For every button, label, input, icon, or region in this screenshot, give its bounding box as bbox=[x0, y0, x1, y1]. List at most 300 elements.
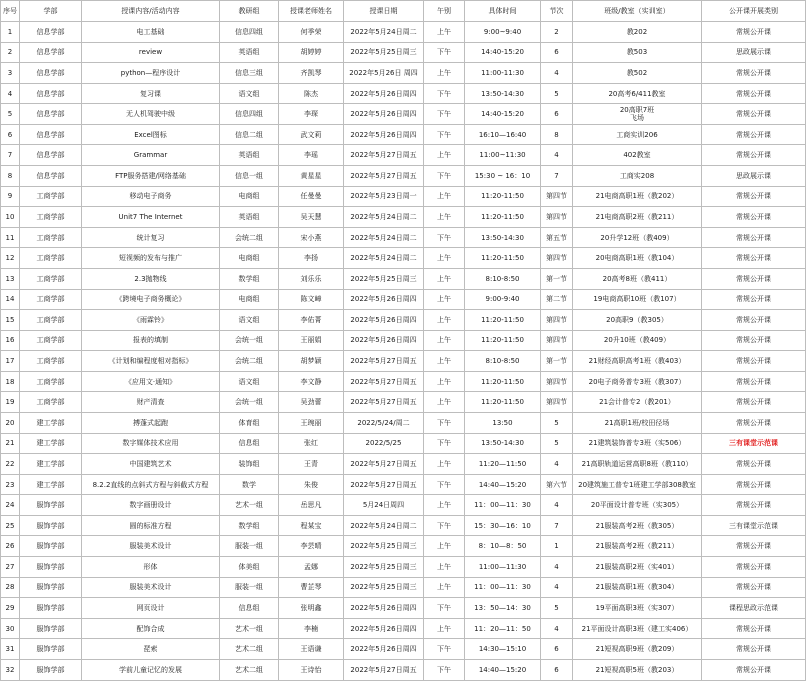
department-cell: 信息学部 bbox=[20, 22, 82, 43]
teaching-group-cell: 会统一组 bbox=[220, 330, 279, 351]
teaching-group-cell: 英语组 bbox=[220, 42, 279, 63]
table-row bbox=[1, 83, 806, 104]
date-cell: 2022年5月25日周三 bbox=[344, 557, 424, 578]
row-index-cell: 28 bbox=[1, 577, 20, 598]
class-room-cell: 20升学12班（教409） bbox=[573, 227, 702, 248]
table-row bbox=[1, 268, 806, 289]
period-cell: 下午 bbox=[424, 83, 465, 104]
col-content-header: 授课内容/活动内容 bbox=[82, 1, 220, 22]
row-index-cell: 22 bbox=[1, 454, 20, 475]
class-room-cell: 20平面设计普专班（实305） bbox=[573, 495, 702, 516]
period-cell: 下午 bbox=[424, 515, 465, 536]
content-cell: 《应用文·通知》 bbox=[82, 371, 220, 392]
section-cell: 4 bbox=[541, 618, 573, 639]
section-cell: 4 bbox=[541, 454, 573, 475]
department-cell: 工商学部 bbox=[20, 392, 82, 413]
teaching-group-cell: 艺术一组 bbox=[220, 495, 279, 516]
row-index-cell: 11 bbox=[1, 227, 20, 248]
section-cell: 6 bbox=[541, 659, 573, 680]
department-cell: 服饰学部 bbox=[20, 639, 82, 660]
section-cell: 4 bbox=[541, 577, 573, 598]
table-row bbox=[1, 598, 806, 619]
table-row bbox=[1, 22, 806, 43]
row-index-cell: 20 bbox=[1, 412, 20, 433]
department-cell: 信息学部 bbox=[20, 104, 82, 125]
date-cell: 2022年5月24日周二 bbox=[344, 248, 424, 269]
date-cell: 2022年5月26日周四 bbox=[344, 104, 424, 125]
teaching-group-cell: 电商组 bbox=[220, 248, 279, 269]
content-cell: FTP服务搭建/网络基础 bbox=[82, 166, 220, 187]
date-cell: 2022年5月26日周四 bbox=[344, 124, 424, 145]
period-cell: 上午 bbox=[424, 351, 465, 372]
teacher-name-cell: 吴劲蕾 bbox=[279, 392, 344, 413]
department-cell: 建工学部 bbox=[20, 474, 82, 495]
col-index-header: 序号 bbox=[1, 1, 20, 22]
category-cell: 常规公开课 bbox=[702, 392, 806, 413]
teacher-name-cell: 黄星星 bbox=[279, 166, 344, 187]
teacher-name-cell: 李琛 bbox=[279, 104, 344, 125]
section-cell: 第五节 bbox=[541, 227, 573, 248]
date-cell: 2022年5月25日周三 bbox=[344, 42, 424, 63]
row-index-cell: 7 bbox=[1, 145, 20, 166]
row-index-cell: 6 bbox=[1, 124, 20, 145]
teaching-group-cell: 装饰组 bbox=[220, 454, 279, 475]
row-index-cell: 10 bbox=[1, 207, 20, 228]
section-cell: 7 bbox=[541, 166, 573, 187]
row-index-cell: 16 bbox=[1, 330, 20, 351]
class-room-cell: 教202 bbox=[573, 22, 702, 43]
period-cell: 下午 bbox=[424, 433, 465, 454]
date-cell: 2022年5月27日周五 bbox=[344, 371, 424, 392]
date-cell: 2022年5月23日周一 bbox=[344, 186, 424, 207]
teacher-name-cell: 李楠 bbox=[279, 618, 344, 639]
teaching-group-cell: 艺术二组 bbox=[220, 659, 279, 680]
period-cell: 上午 bbox=[424, 392, 465, 413]
teaching-group-cell: 信息二组 bbox=[220, 124, 279, 145]
teaching-group-cell: 语文组 bbox=[220, 310, 279, 331]
period-cell: 下午 bbox=[424, 42, 465, 63]
date-cell: 2022年5月26日周四 bbox=[344, 618, 424, 639]
content-cell: 服装美术设计 bbox=[82, 536, 220, 557]
department-cell: 建工学部 bbox=[20, 412, 82, 433]
teacher-name-cell: 李文静 bbox=[279, 371, 344, 392]
class-room-cell: 21平面设计高职3班（建工实406） bbox=[573, 618, 702, 639]
table-row bbox=[1, 207, 806, 228]
time-cell: 15:30 ~ 16：10 bbox=[465, 166, 541, 187]
table-row bbox=[1, 515, 806, 536]
period-cell: 下午 bbox=[424, 639, 465, 660]
table-row bbox=[1, 371, 806, 392]
teaching-group-cell: 数学组 bbox=[220, 515, 279, 536]
date-cell: 2022年5月27日周五 bbox=[344, 454, 424, 475]
col-class-header: 班级/教室（实训室） bbox=[573, 1, 702, 22]
time-cell: 14:40-15:20 bbox=[465, 104, 541, 125]
class-room-cell: 工商实208 bbox=[573, 166, 702, 187]
teaching-group-cell: 英语组 bbox=[220, 145, 279, 166]
col-teacher-header: 授课老师姓名 bbox=[279, 1, 344, 22]
table-row bbox=[1, 124, 806, 145]
class-room-cell: 20升10班（教409） bbox=[573, 330, 702, 351]
date-cell: 2022/5/25 bbox=[344, 433, 424, 454]
class-room-cell: 20电商高职1班（教104） bbox=[573, 248, 702, 269]
teacher-name-cell: 程某宝 bbox=[279, 515, 344, 536]
category-cell: 常规公开课 bbox=[702, 227, 806, 248]
row-index-cell: 1 bbox=[1, 22, 20, 43]
content-cell: Grammar bbox=[82, 145, 220, 166]
section-cell: 第一节 bbox=[541, 268, 573, 289]
department-cell: 信息学部 bbox=[20, 83, 82, 104]
content-cell: 报表的填制 bbox=[82, 330, 220, 351]
teacher-name-cell: 陈文嶂 bbox=[279, 289, 344, 310]
row-index-cell: 32 bbox=[1, 659, 20, 680]
period-cell: 上午 bbox=[424, 495, 465, 516]
content-cell: 配饰合成 bbox=[82, 618, 220, 639]
period-cell: 上午 bbox=[424, 268, 465, 289]
time-cell: 11:20-11:50 bbox=[465, 207, 541, 228]
category-cell: 常规公开课 bbox=[702, 310, 806, 331]
col-time-header: 具体时间 bbox=[465, 1, 541, 22]
period-cell: 上午 bbox=[424, 310, 465, 331]
department-cell: 工商学部 bbox=[20, 268, 82, 289]
table-row bbox=[1, 42, 806, 63]
section-cell: 第四节 bbox=[541, 310, 573, 331]
category-cell: 常规公开课 bbox=[702, 248, 806, 269]
teacher-name-cell: 张红 bbox=[279, 433, 344, 454]
department-cell: 工商学部 bbox=[20, 186, 82, 207]
period-cell: 上午 bbox=[424, 371, 465, 392]
teacher-name-cell: 王丽娟 bbox=[279, 330, 344, 351]
category-cell: 常规公开课 bbox=[702, 83, 806, 104]
table-row bbox=[1, 618, 806, 639]
row-index-cell: 13 bbox=[1, 268, 20, 289]
date-cell: 2022年5月26日周四 bbox=[344, 289, 424, 310]
period-cell: 上午 bbox=[424, 186, 465, 207]
section-cell: 6 bbox=[541, 104, 573, 125]
category-cell: 三有课堂示范课 bbox=[702, 515, 806, 536]
date-cell: 2022年5月24日周二 bbox=[344, 22, 424, 43]
class-room-cell: 21短视高职9班（教209） bbox=[573, 639, 702, 660]
table-row bbox=[1, 351, 806, 372]
teaching-group-cell: 服装一组 bbox=[220, 577, 279, 598]
teaching-group-cell: 会统二组 bbox=[220, 227, 279, 248]
date-cell: 2022年5月25日周三 bbox=[344, 268, 424, 289]
teaching-group-cell: 语文组 bbox=[220, 83, 279, 104]
class-room-cell: 21短视高职5班（教203） bbox=[573, 659, 702, 680]
time-cell: 14:40-15:20 bbox=[465, 42, 541, 63]
category-cell: 常规公开课 bbox=[702, 268, 806, 289]
time-cell: 11:20-11:50 bbox=[465, 186, 541, 207]
section-cell: 5 bbox=[541, 433, 573, 454]
row-index-cell: 2 bbox=[1, 42, 20, 63]
col-section-header: 节次 bbox=[541, 1, 573, 22]
time-cell: 13:50-14:30 bbox=[465, 83, 541, 104]
section-cell: 第四节 bbox=[541, 392, 573, 413]
class-room-cell: 21电商高职2班（教211） bbox=[573, 207, 702, 228]
table-row bbox=[1, 145, 806, 166]
row-index-cell: 19 bbox=[1, 392, 20, 413]
time-cell: 11:00~11:30 bbox=[465, 145, 541, 166]
header-row bbox=[1, 1, 806, 22]
department-cell: 服饰学部 bbox=[20, 577, 82, 598]
time-cell: 13:50 bbox=[465, 412, 541, 433]
section-cell: 4 bbox=[541, 495, 573, 516]
time-cell: 11:20-11:50 bbox=[465, 371, 541, 392]
teaching-group-cell: 语文组 bbox=[220, 371, 279, 392]
teaching-group-cell: 信息三组 bbox=[220, 63, 279, 84]
teaching-group-cell: 艺术一组 bbox=[220, 618, 279, 639]
period-cell: 上午 bbox=[424, 330, 465, 351]
content-cell: 数字画册设计 bbox=[82, 495, 220, 516]
class-room-cell: 教502 bbox=[573, 63, 702, 84]
content-cell: 财产清查 bbox=[82, 392, 220, 413]
class-room-cell: 21服装高考2班（教211） bbox=[573, 536, 702, 557]
class-room-cell: 21会计普专2（教201） bbox=[573, 392, 702, 413]
table-body bbox=[1, 22, 806, 681]
category-cell: 常规公开课 bbox=[702, 207, 806, 228]
class-room-cell: 21服装高职2班（实401） bbox=[573, 557, 702, 578]
date-cell: 2022年5月26日周四 bbox=[344, 598, 424, 619]
row-index-cell: 23 bbox=[1, 474, 20, 495]
time-cell: 13：50—14：30 bbox=[465, 598, 541, 619]
department-cell: 信息学部 bbox=[20, 63, 82, 84]
time-cell: 13:50-14:30 bbox=[465, 227, 541, 248]
department-cell: 服饰学部 bbox=[20, 557, 82, 578]
period-cell: 上午 bbox=[424, 248, 465, 269]
teaching-group-cell: 信息组 bbox=[220, 433, 279, 454]
class-room-cell: 工商实训206 bbox=[573, 124, 702, 145]
table-row bbox=[1, 433, 806, 454]
class-room-cell: 20高考6/411教室 bbox=[573, 83, 702, 104]
class-room-cell: 21高职轨道运营高职8班（教110） bbox=[573, 454, 702, 475]
content-cell: 服装美术设计 bbox=[82, 577, 220, 598]
date-cell: 2022年5月26日周四 bbox=[344, 639, 424, 660]
date-cell: 2022年5月27日周五 bbox=[344, 659, 424, 680]
teacher-name-cell: 胡婷婷 bbox=[279, 42, 344, 63]
time-cell: 11:20-11:50 bbox=[465, 310, 541, 331]
category-cell: 常规公开课 bbox=[702, 289, 806, 310]
teacher-name-cell: 何季荣 bbox=[279, 22, 344, 43]
row-index-cell: 18 bbox=[1, 371, 20, 392]
section-cell: 第四节 bbox=[541, 330, 573, 351]
time-cell: 11:00-11:30 bbox=[465, 63, 541, 84]
teacher-name-cell: 张明鑫 bbox=[279, 598, 344, 619]
time-cell: 8:10-8:50 bbox=[465, 351, 541, 372]
row-index-cell: 4 bbox=[1, 83, 20, 104]
time-cell: 9:00-9:40 bbox=[465, 289, 541, 310]
period-cell: 上午 bbox=[424, 207, 465, 228]
teacher-name-cell: 李佑菁 bbox=[279, 310, 344, 331]
content-cell: 短视频的发布与推广 bbox=[82, 248, 220, 269]
section-cell: 第四节 bbox=[541, 186, 573, 207]
class-room-cell: 19电商高职10班（教107） bbox=[573, 289, 702, 310]
category-cell: 课程思政示范课 bbox=[702, 598, 806, 619]
row-index-cell: 27 bbox=[1, 557, 20, 578]
date-cell: 2022年5月26日 周四 bbox=[344, 63, 424, 84]
class-room-cell: 教503 bbox=[573, 42, 702, 63]
department-cell: 服饰学部 bbox=[20, 659, 82, 680]
table-row bbox=[1, 495, 806, 516]
teacher-name-cell: 朱俊 bbox=[279, 474, 344, 495]
col-category-header: 公开课开展类别 bbox=[702, 1, 806, 22]
department-cell: 工商学部 bbox=[20, 351, 82, 372]
date-cell: 2022年5月27日周五 bbox=[344, 166, 424, 187]
department-cell: 信息学部 bbox=[20, 42, 82, 63]
category-cell: 常规公开课 bbox=[702, 557, 806, 578]
teaching-group-cell: 电商组 bbox=[220, 186, 279, 207]
content-cell: 统计复习 bbox=[82, 227, 220, 248]
table-row bbox=[1, 392, 806, 413]
period-cell: 上午 bbox=[424, 63, 465, 84]
section-cell: 6 bbox=[541, 639, 573, 660]
date-cell: 2022年5月27日周五 bbox=[344, 474, 424, 495]
class-room-cell: 19平面高职3班（实307） bbox=[573, 598, 702, 619]
teacher-name-cell: 刘乐乐 bbox=[279, 268, 344, 289]
class-room-cell: 21服装高职1班（教304） bbox=[573, 577, 702, 598]
class-room-cell: 20电子商务普专3班（教307） bbox=[573, 371, 702, 392]
row-index-cell: 31 bbox=[1, 639, 20, 660]
table-row bbox=[1, 248, 806, 269]
section-cell: 2 bbox=[541, 22, 573, 43]
col-date-header: 授课日期 bbox=[344, 1, 424, 22]
period-cell: 上午 bbox=[424, 454, 465, 475]
period-cell: 下午 bbox=[424, 412, 465, 433]
category-cell: 常规公开课 bbox=[702, 330, 806, 351]
department-cell: 工商学部 bbox=[20, 310, 82, 331]
content-cell: 数字媒体技术应用 bbox=[82, 433, 220, 454]
date-cell: 2022年5月25日周三 bbox=[344, 577, 424, 598]
department-cell: 信息学部 bbox=[20, 124, 82, 145]
time-cell: 11：00—11：30 bbox=[465, 495, 541, 516]
period-cell: 下午 bbox=[424, 166, 465, 187]
teacher-name-cell: 李瑶 bbox=[279, 145, 344, 166]
table-row bbox=[1, 536, 806, 557]
content-cell: 形体 bbox=[82, 557, 220, 578]
section-cell: 4 bbox=[541, 145, 573, 166]
department-cell: 工商学部 bbox=[20, 207, 82, 228]
time-cell: 14:40—15:20 bbox=[465, 474, 541, 495]
category-cell: 常规公开课 bbox=[702, 22, 806, 43]
period-cell: 上午 bbox=[424, 577, 465, 598]
category-cell: 常规公开课 bbox=[702, 371, 806, 392]
section-cell: 第四节 bbox=[541, 207, 573, 228]
section-cell: 第四节 bbox=[541, 371, 573, 392]
table-row bbox=[1, 310, 806, 331]
date-cell: 2022年5月26日周四 bbox=[344, 330, 424, 351]
date-cell: 2022年5月24日周二 bbox=[344, 227, 424, 248]
teaching-group-cell: 信息四组 bbox=[220, 104, 279, 125]
teacher-name-cell: 吴天慧 bbox=[279, 207, 344, 228]
department-cell: 建工学部 bbox=[20, 454, 82, 475]
section-cell: 第六节 bbox=[541, 474, 573, 495]
date-cell: 2022年5月24日周二 bbox=[344, 207, 424, 228]
category-cell: 常规公开课 bbox=[702, 659, 806, 680]
content-cell: 复习课 bbox=[82, 83, 220, 104]
content-cell: 无人机驾驶中级 bbox=[82, 104, 220, 125]
content-cell: 《计划和编程度相对指标》 bbox=[82, 351, 220, 372]
content-cell: 中国建筑艺术 bbox=[82, 454, 220, 475]
section-cell: 4 bbox=[541, 557, 573, 578]
table-row bbox=[1, 227, 806, 248]
category-cell: 常规公开课 bbox=[702, 145, 806, 166]
category-cell: 常规公开课 bbox=[702, 495, 806, 516]
department-cell: 服饰学部 bbox=[20, 598, 82, 619]
section-cell: 8 bbox=[541, 124, 573, 145]
period-cell: 下午 bbox=[424, 124, 465, 145]
date-cell: 5月24日周四 bbox=[344, 495, 424, 516]
department-cell: 服饰学部 bbox=[20, 618, 82, 639]
category-cell: 常规公开课 bbox=[702, 412, 806, 433]
row-index-cell: 30 bbox=[1, 618, 20, 639]
table-row bbox=[1, 289, 806, 310]
row-index-cell: 21 bbox=[1, 433, 20, 454]
date-cell: 2022年5月27日周五 bbox=[344, 145, 424, 166]
department-cell: 工商学部 bbox=[20, 227, 82, 248]
content-cell: Unit7 The Internet bbox=[82, 207, 220, 228]
table-row bbox=[1, 412, 806, 433]
department-cell: 建工学部 bbox=[20, 433, 82, 454]
table-row bbox=[1, 104, 806, 125]
period-cell: 下午 bbox=[424, 659, 465, 680]
section-cell: 4 bbox=[541, 63, 573, 84]
department-cell: 工商学部 bbox=[20, 289, 82, 310]
table-row bbox=[1, 63, 806, 84]
category-cell: 常规公开课 bbox=[702, 474, 806, 495]
class-room-cell: 21建筑装饰普专3班（实506） bbox=[573, 433, 702, 454]
date-cell: 2022年5月25日周三 bbox=[344, 536, 424, 557]
content-cell: 学前儿童记忆的发展 bbox=[82, 659, 220, 680]
date-cell: 2022年5月26日周四 bbox=[344, 83, 424, 104]
section-cell: 7 bbox=[541, 515, 573, 536]
teacher-name-cell: 岳思凡 bbox=[279, 495, 344, 516]
teaching-group-cell: 数学组 bbox=[220, 268, 279, 289]
category-cell: 常规公开课 bbox=[702, 351, 806, 372]
row-index-cell: 5 bbox=[1, 104, 20, 125]
teacher-name-cell: 曹芷琴 bbox=[279, 577, 344, 598]
teaching-group-cell: 会统一组 bbox=[220, 392, 279, 413]
department-cell: 服饰学部 bbox=[20, 495, 82, 516]
teacher-name-cell: 王青 bbox=[279, 454, 344, 475]
time-cell: 13:50-14:30 bbox=[465, 433, 541, 454]
content-cell: 移动电子商务 bbox=[82, 186, 220, 207]
teacher-name-cell: 任曼曼 bbox=[279, 186, 344, 207]
teaching-group-cell: 电商组 bbox=[220, 289, 279, 310]
department-cell: 服饰学部 bbox=[20, 536, 82, 557]
col-teaching-group-header: 教研组 bbox=[220, 1, 279, 22]
department-cell: 信息学部 bbox=[20, 166, 82, 187]
date-cell: 2022年5月27日周五 bbox=[344, 392, 424, 413]
table-row bbox=[1, 166, 806, 187]
time-cell: 14:40—15:20 bbox=[465, 659, 541, 680]
content-cell: Excel图标 bbox=[82, 124, 220, 145]
class-room-cell: 20高职7班 飞场 bbox=[573, 104, 702, 125]
teacher-name-cell: 孟娜 bbox=[279, 557, 344, 578]
row-index-cell: 26 bbox=[1, 536, 20, 557]
time-cell: 11:20-11:50 bbox=[465, 330, 541, 351]
table-row bbox=[1, 659, 806, 680]
department-cell: 工商学部 bbox=[20, 248, 82, 269]
date-cell: 2022年5月26日周四 bbox=[344, 310, 424, 331]
time-cell: 8：10—8：50 bbox=[465, 536, 541, 557]
teaching-group-cell: 体美组 bbox=[220, 557, 279, 578]
department-cell: 服饰学部 bbox=[20, 515, 82, 536]
category-cell: 常规公开课 bbox=[702, 577, 806, 598]
date-cell: 2022/5/24/周二 bbox=[344, 412, 424, 433]
category-cell: 思政展示课 bbox=[702, 42, 806, 63]
table-row bbox=[1, 186, 806, 207]
department-cell: 信息学部 bbox=[20, 145, 82, 166]
teacher-name-cell: 胡梦颖 bbox=[279, 351, 344, 372]
period-cell: 下午 bbox=[424, 227, 465, 248]
